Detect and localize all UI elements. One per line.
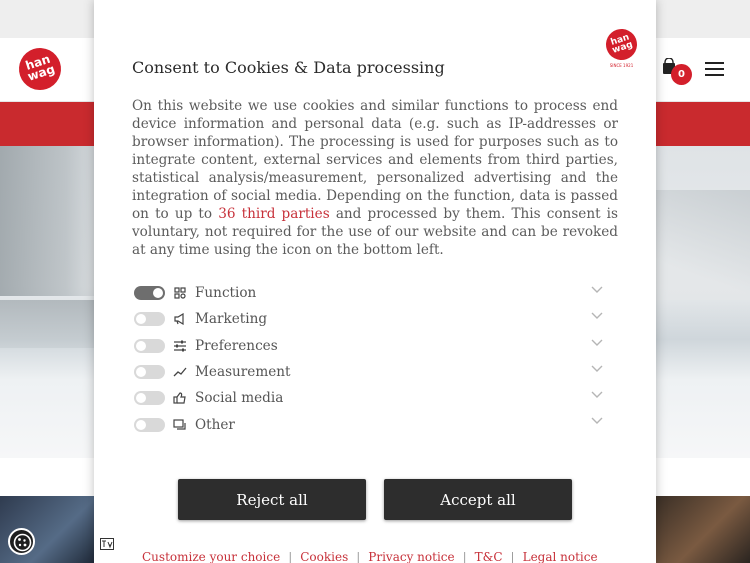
function-toggle[interactable]	[134, 286, 165, 300]
category-label-other: Other	[195, 416, 235, 433]
grid-icon	[173, 287, 187, 299]
consent-dialog	[94, 0, 656, 563]
category-row-social-media	[134, 385, 614, 411]
category-row-other	[134, 411, 614, 437]
cookie-settings-button[interactable]	[8, 528, 35, 555]
consent-description-text-1: On this website we use cookies and similar functions to process end device information and personal data (e.g. such as IP-addresses or browser information). The processing is used for purposes such as to integrate content, external services and elements from third parties, statistical analysis/measurement, personalized advertising and the integration of social media. Depending on the function, data is passed on to up to	[132, 98, 618, 222]
link-separator: |	[462, 550, 467, 563]
privacy-notice-link[interactable]: Privacy notice	[368, 550, 455, 563]
social-media-toggle[interactable]	[134, 391, 165, 405]
link-separator: |	[510, 550, 515, 563]
category-row-marketing	[134, 306, 614, 332]
site-logo-text: han wag	[23, 51, 57, 84]
chevron-down-icon[interactable]	[591, 286, 603, 294]
category-row-preferences	[134, 333, 614, 359]
chevron-down-icon[interactable]	[591, 391, 603, 399]
megaphone-icon	[173, 313, 187, 325]
preferences-toggle[interactable]	[134, 339, 165, 353]
consent-logo-mark: han wag	[602, 25, 641, 64]
category-label-function: Function	[195, 285, 257, 302]
other-toggle[interactable]	[134, 418, 165, 432]
legal-notice-link[interactable]: Legal notice	[522, 550, 598, 563]
product-photo-right	[656, 496, 750, 563]
sliders-icon	[173, 340, 187, 352]
category-label-social-media: Social media	[195, 390, 284, 407]
chat-icon	[173, 419, 187, 431]
marketing-toggle[interactable]	[134, 312, 165, 326]
hamburger-menu-icon[interactable]	[705, 62, 724, 76]
consent-logo-tagline: SINCE 1921	[609, 63, 634, 68]
link-separator: |	[288, 550, 293, 563]
cookie-icon	[13, 533, 32, 552]
consent-category-list	[134, 280, 614, 438]
hero-mountain	[640, 190, 750, 300]
category-label-measurement: Measurement	[195, 364, 291, 381]
chevron-down-icon[interactable]	[591, 339, 603, 347]
consent-title: Consent to Cookies & Data processing	[132, 58, 445, 77]
chevron-down-icon[interactable]	[591, 365, 603, 373]
chart-line-icon	[173, 366, 187, 378]
reject-all-button[interactable]: Reject all	[178, 479, 366, 520]
language-icon[interactable]	[100, 538, 114, 550]
consent-footer-links	[142, 550, 622, 563]
category-row-measurement	[134, 359, 614, 385]
thumbs-up-icon	[173, 392, 187, 404]
category-label-preferences: Preferences	[195, 337, 278, 354]
chevron-down-icon[interactable]	[591, 417, 603, 425]
consent-description-text-2: and processed by them. This consent is voluntary, not required for the use of our website and can be revoked at any time using the icon on the bottom left.	[132, 206, 619, 258]
measurement-toggle[interactable]	[134, 365, 165, 379]
category-row-function	[134, 280, 614, 306]
link-separator: |	[356, 550, 361, 563]
category-label-marketing: Marketing	[195, 311, 268, 328]
third-parties-link[interactable]: 36 third parties	[218, 206, 330, 222]
cookies-link[interactable]: Cookies	[300, 550, 349, 563]
consent-logo	[606, 29, 637, 77]
accept-all-button[interactable]: Accept all	[384, 479, 572, 520]
cart-count-badge: 0	[671, 64, 692, 85]
chevron-down-icon[interactable]	[591, 312, 603, 320]
terms-link[interactable]: T&C	[474, 550, 503, 563]
customize-choice-link[interactable]: Customize your choice	[142, 550, 281, 563]
consent-description	[132, 97, 618, 259]
